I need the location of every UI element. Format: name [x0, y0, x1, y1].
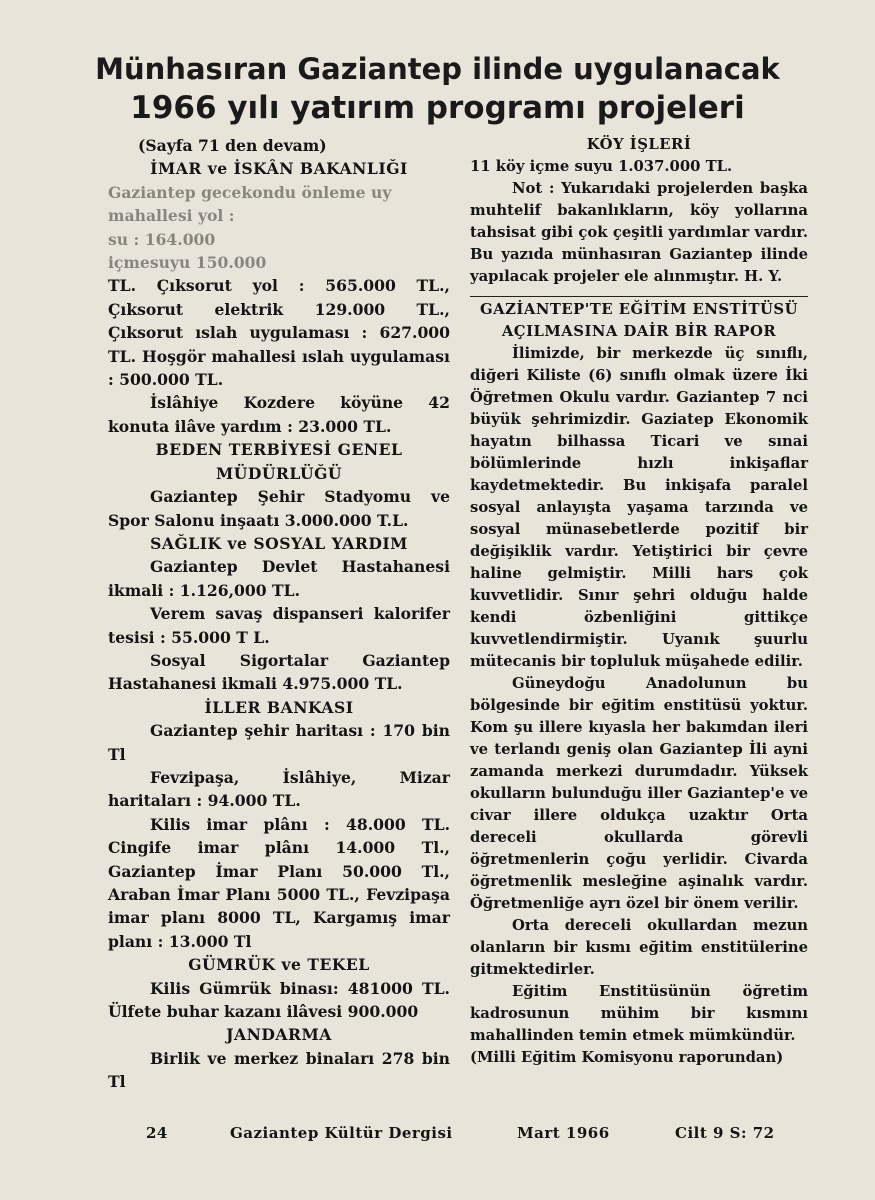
section-divider — [470, 296, 808, 297]
paragraph: içmesuyu 150.000 — [108, 253, 267, 273]
continuation-note: (Sayfa 71 den devam) — [138, 136, 327, 155]
section-heading: JANDARMA — [226, 1025, 332, 1045]
paragraph: Eğitim Enstitüsünün öğretim kadrosunun mühim bir kısmını mahallinden temin etmek mümkündür. — [470, 983, 808, 1044]
paragraph: İlimizde, bir merkezde üç sınıflı, diğeri Kiliste (6) sınıflı olmak üzere İki Öğretmen Okulu vardır. Gaziantep 7 nci büyük şehrimizdir. Gaziatep Ekonomik hayatın bilhassa Ticari ve sınai bölümlerinde hızlı inkişaflar kaydetmektedir. Bu inkişafa paralel sosyal anlayışta yaşama tarzında ve sosyal münasebetlerde pozitif bir değişiklik vardır. Yetiştirici bir çevre haline gelmiştir. Milli hars çok kuvvetlidir. Sınır şehri olduğu halde kendi özbenliğini gittikçe kuvvetlendirmiştir. Uyanık şuurlu mütecanis bir topluluk müşahede edilir. — [470, 345, 808, 670]
paragraph: Verem savaş dispanseri kalorifer tesisi : 55.000 T L. — [108, 604, 450, 647]
left-column — [108, 134, 450, 1094]
paragraph: mahallesi yol : — [108, 206, 235, 226]
section-heading: GÜMRÜK ve TEKEL — [188, 955, 370, 975]
paragraph: TL. Çıksorut yol : 565.000 TL., Çıksorut elektrik 129.000 TL., Çıksorut ıslah uygulaması : 627.000 TL. Hoşgör mahallesi ıslah uygulaması : 500.000 TL. — [108, 276, 450, 390]
paragraph: Sosyal Sigortalar Gaziantep Hastahanesi ikmali 4.975.000 TL. — [108, 650, 450, 694]
section-heading: AÇILMASINA DAİR BİR RAPOR — [501, 323, 777, 340]
article-title-line-1: Münhasıran Gaziantep ilinde uygulanacak — [95, 52, 780, 86]
paragraph: Gaziantep Devlet Hastahanesi ikmali : 1.126,000 TL. — [108, 557, 450, 600]
paragraph: Gaziantep şehir haritası : 170 bin Tl — [108, 721, 450, 764]
paragraph: Güneydoğu Anadolunun bu bölgesinde bir eğitim enstitüsü yoktur. Kom şu illere kıyasla her bakımdan ileri ve terlandı geniş olan Gaziantep İli ayni zamanda merkezi durumdadır. Yüksek okulların bulunduğu iller Gaziantep'e ve civar illere oldukça uzaktır Orta dereceli okullarda görevli öğretmenlerin çoğu yerlidir. Civarda öğretmenlik mesleğine aşinalık vardır. Öğretmenliğe ayrı özel bir önem verilir. — [470, 675, 808, 912]
paragraph: Orta dereceli okullardan mezun olanların bir kısmı eğitim enstitülerine gitmektedirler. — [470, 917, 808, 978]
paragraph: Kilis imar plânı : 48.000 TL. Cingife imar plânı 14.000 Tl., Gaziantep İmar Planı 50.000 Tl., Araban İmar Planı 5000 TL., Fevzipaşa imar planı 8000 TL, Kargamış imar planı : 13.000 Tl — [108, 814, 450, 951]
right-column — [470, 134, 808, 1069]
paragraph: Gaziantep Şehir Stadyomu ve Spor Salonu inşaatı 3.000.000 T.L. — [108, 487, 450, 530]
section-heading: SAĞLIK ve SOSYAL YARDIM — [150, 533, 408, 553]
paragraph: (Milli Eğitim Komisyonu raporundan) — [470, 1049, 784, 1066]
article-title-line-2: 1966 yılı yatırım programı projeleri — [130, 90, 745, 126]
volume-issue: Cilt 9 S: 72 — [675, 1124, 775, 1142]
section-heading: İLLER BANKASI — [204, 697, 354, 717]
paragraph: Gaziantep gecekondu önleme uy — [108, 182, 392, 202]
page-footer — [0, 1124, 875, 1154]
paragraph: İslâhiye Kozdere köyüne 42 konuta ilâve yardım : 23.000 TL. — [108, 393, 450, 436]
paragraph: Birlik ve merkez binaları 278 bin Tl — [108, 1048, 450, 1092]
section-heading: İMAR ve İSKÂN BAKANLIĞI — [150, 159, 408, 179]
paragraph: 11 köy içme suyu 1.037.000 TL. — [470, 158, 733, 175]
page-number: 24 — [146, 1124, 168, 1142]
paragraph: Fevzipaşa, İslâhiye, Mizar haritaları : 94.000 TL. — [108, 767, 450, 811]
section-heading: MÜDÜRLÜĞÜ — [215, 463, 343, 483]
issue-date: Mart 1966 — [517, 1124, 610, 1142]
paragraph: su : 164.000 — [108, 229, 216, 249]
paragraph: Not : Yukarıdaki projelerden başka muhtelif bakanlıkların, köy yollarına tahsisat gibi çok çeşitli yardımlar vardır. Bu yazıda münhasıran Gaziantep ilinde yapılacak projeler ele alınmıştır. H. Y. — [470, 180, 808, 285]
section-heading: GAZİANTEP'TE EĞİTİM ENSTİTÜSÜ — [480, 301, 798, 318]
section-heading: KÖY İŞLERİ — [586, 136, 692, 153]
section-heading: BEDEN TERBİYESİ GENEL — [155, 440, 403, 460]
magazine-name: Gaziantep Kültür Dergisi — [230, 1124, 453, 1142]
paragraph: Kilis Gümrük binası: 481000 TL. Ülfete buhar kazanı ilâvesi 900.000 — [108, 978, 450, 1022]
